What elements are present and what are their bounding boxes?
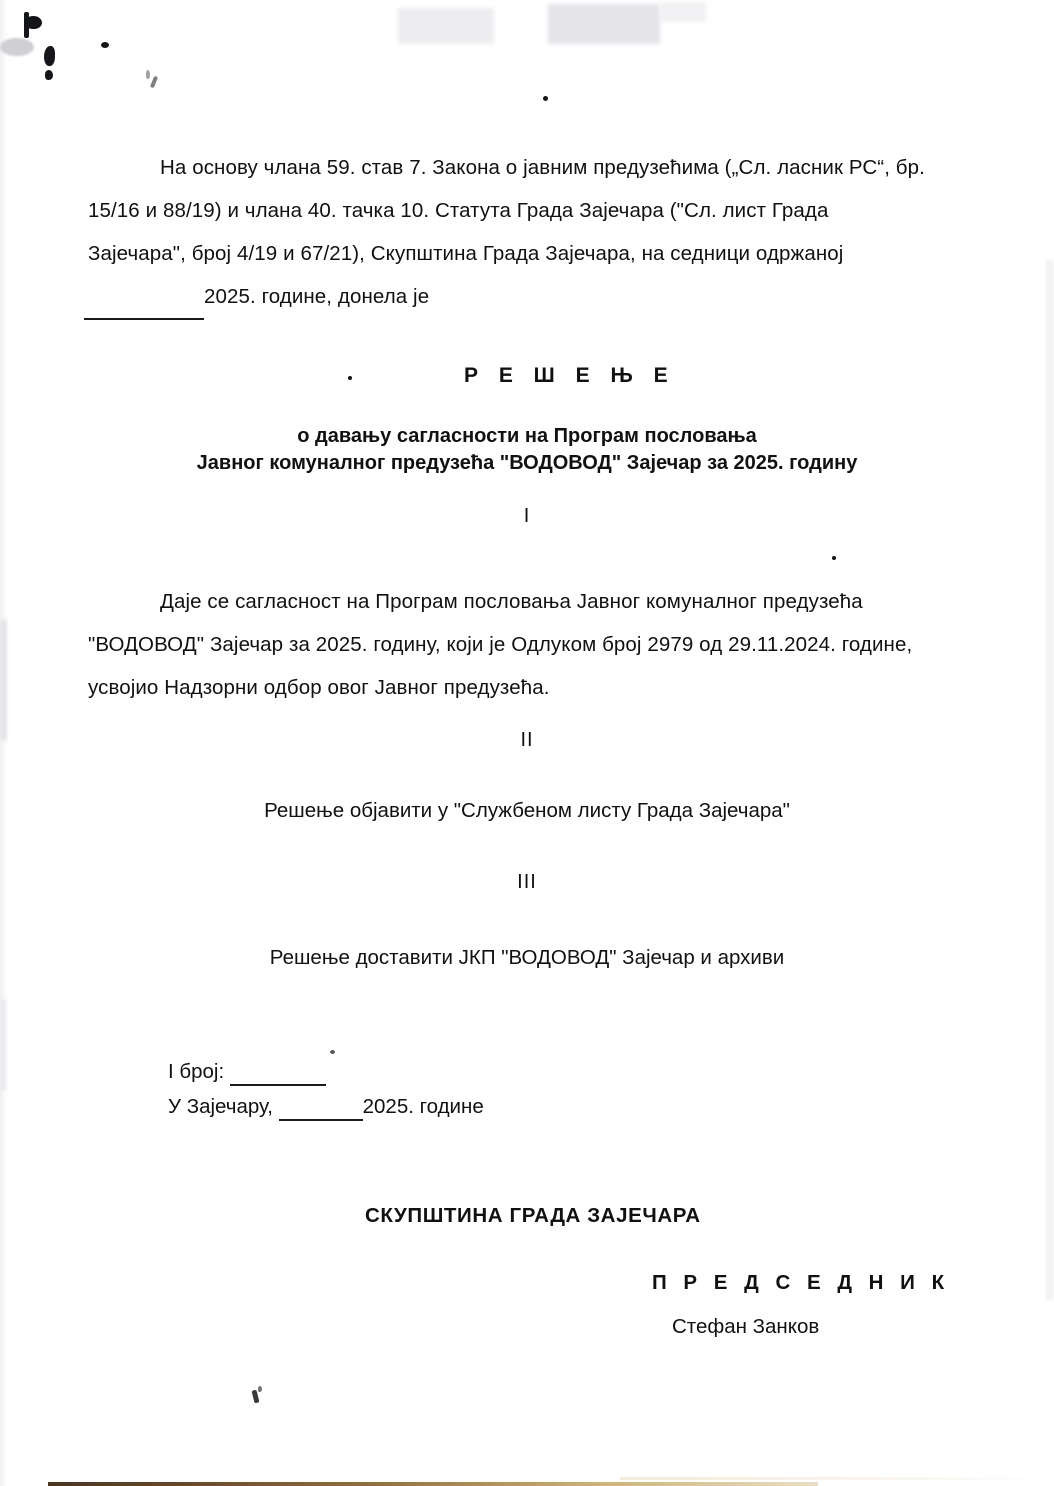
preamble-line-2-text: 15/16 и 88/19) и члана 40. тачка 10. Статута Града Зајечара ("Сл. лист Града xyxy=(88,199,829,222)
document-number-line xyxy=(168,1060,326,1086)
date-blank-field[interactable] xyxy=(84,275,204,320)
section-one-line-2 xyxy=(88,623,960,666)
signature-name: Стефан Занков xyxy=(672,1315,820,1338)
document-subtitle-line-2: Јавног комуналног предузећа "ВОДОВОД" Зајечар за 2025. годину xyxy=(196,452,858,474)
preamble-line-1-text: На основу члана 59. став 7. Закона о јавним предузећима („Сл. ласник РС“, бр. xyxy=(160,156,925,179)
preamble-line-2 xyxy=(88,189,960,232)
place-year: 2025. године xyxy=(362,1095,484,1118)
section-three-numeral: III xyxy=(517,871,537,893)
section-one-line-2-text: "ВОДОВОД" Зајечар за 2025. годину, који је Одлуком број 2979 од 29.11.2024. године, xyxy=(88,633,913,656)
document-number-blank-field[interactable] xyxy=(230,1060,326,1086)
place-date-blank-field[interactable] xyxy=(279,1095,363,1121)
preamble-paragraph xyxy=(88,146,960,320)
place-date-line xyxy=(168,1095,484,1121)
document-subtitle-line-1: о давању сагласности на Програм пословања xyxy=(297,425,757,447)
section-two-numeral: II xyxy=(520,729,534,751)
section-one-line-3-text: усвојио Надзорни одбор овог Јавног предузећа. xyxy=(88,676,550,699)
signature-organization: СКУПШТИНА ГРАДА ЗАЈЕЧАРА xyxy=(365,1204,701,1227)
preamble-line-4-text: 2025. године, донела је xyxy=(204,285,430,308)
section-three-text: Решење доставити ЈКП "ВОДОВОД" Зајечар и архиви xyxy=(269,946,785,969)
section-one-line-1 xyxy=(88,580,960,623)
document-heading: Р Е Ш Е Њ Е xyxy=(464,364,676,387)
preamble-line-1 xyxy=(88,146,960,189)
preamble-line-4 xyxy=(88,275,960,320)
preamble-line-3 xyxy=(88,232,960,275)
section-one-numeral: I xyxy=(523,505,531,527)
preamble-line-3-text: Зајечара", број 4/19 и 67/21), Скупштина Града Зајечара, на седници одржаној xyxy=(88,242,844,265)
section-one-line-1-text: Даје се сагласност на Програм пословања Јавног комуналног предузећа xyxy=(160,590,863,613)
place-label: У Зајечару, xyxy=(168,1095,279,1118)
signature-title: П Р Е Д С Е Д Н И К xyxy=(652,1271,950,1294)
section-two-text: Решење објавити у "Службеном листу Града Зајечара" xyxy=(264,799,790,822)
document-number-label: I број: xyxy=(168,1060,230,1083)
section-one-line-3 xyxy=(88,666,960,709)
section-one-paragraph xyxy=(88,580,960,709)
